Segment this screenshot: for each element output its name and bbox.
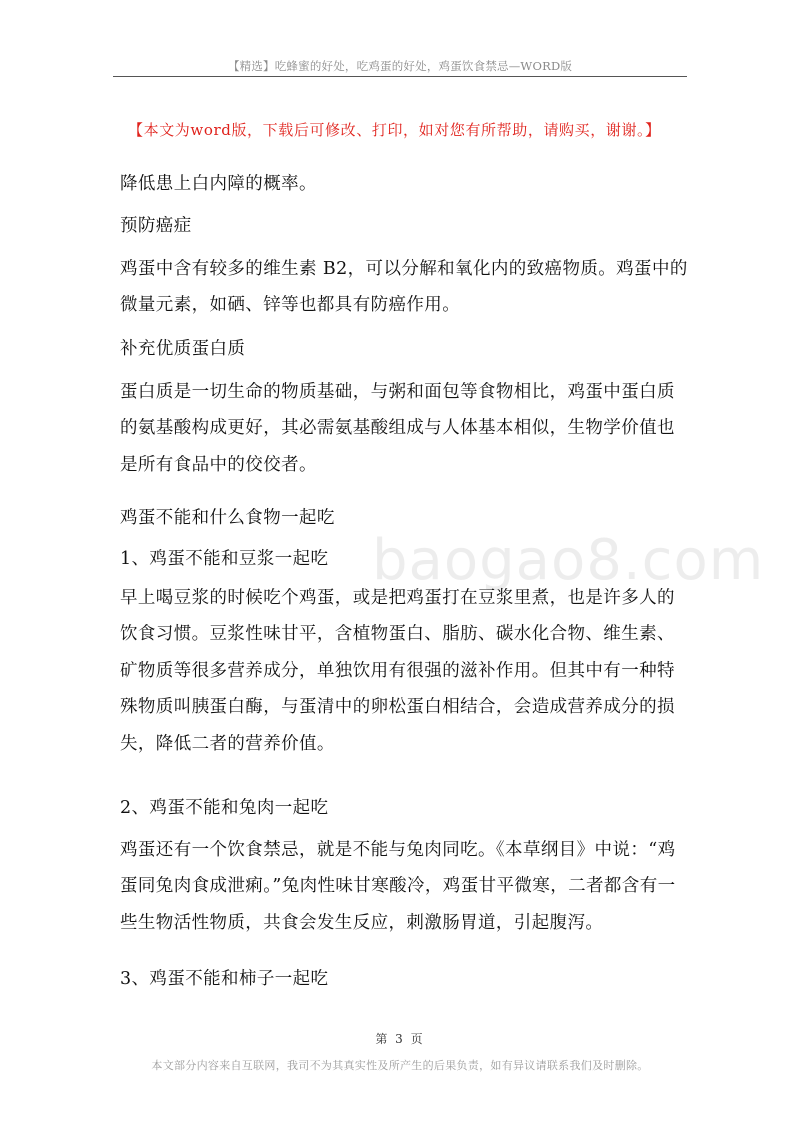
document-header: 【精选】吃蜂蜜的好处，吃鸡蛋的好处，鸡蛋饮食禁忌—WORD版 (227, 59, 573, 73)
heading-rabbit-meat: 2、鸡蛋不能和兔肉一起吃 (120, 798, 329, 818)
page-number: 第 3 页 (375, 1032, 425, 1046)
paragraph-soy-milk: 早上喝豆浆的时候吃个鸡蛋，或是把鸡蛋打在豆浆里煮，也是许多人的饮食习惯。豆浆性味甘平，含植物蛋白、脂肪、碳水化合物、维生素、矿物质等很多营养成分，单独饮用有很强的滋补作用。但其中有一种特殊物质叫胰蛋白酶，与蛋清中的卵松蛋白相结合，会造成营养成分的损失，降低二者的营养价值。 (120, 588, 675, 754)
purchase-notice: 【本文为word版，下载后可修改、打印，如对您有所帮助，请购买，谢谢。】 (128, 121, 661, 139)
paragraph-cataract: 降低患上白内障的概率。 (120, 174, 317, 194)
paragraph-protein: 蛋白质是一切生命的物质基础，与粥和面包等食物相比，鸡蛋中蛋白质的氨基酸构成更好，其必需氨基酸组成与人体基本相似，生物学价值也是所有食品中的佼佼者。 (120, 382, 675, 475)
heading-soy-milk: 1、鸡蛋不能和豆浆一起吃 (120, 549, 329, 569)
heading-prevent-cancer: 预防癌症 (120, 216, 192, 236)
paragraph-rabbit-meat: 鸡蛋还有一个饮食禁忌，就是不能与兔肉同吃。《本草纲目》中说：“鸡蛋同兔肉食成泄痢。”兔肉性味甘寒酸冷，鸡蛋甘平微寒，二者都含有一些生物活性物质，共食会发生反应，刺激肠胃道，引起腹泻。 (120, 840, 676, 933)
heading-protein: 补充优质蛋白质 (120, 339, 246, 359)
paragraph-vitamin-b2: 鸡蛋中含有较多的维生素 B2，可以分解和氧化内的致癌物质。鸡蛋中的微量元素，如硒、锌等也都具有防癌作用。 (120, 259, 688, 316)
heading-food-combinations: 鸡蛋不能和什么食物一起吃 (120, 508, 335, 528)
disclaimer-footer: 本文部分内容来自互联网，我司不为其真实性及所产生的后果负责，如有异议请联系我们及时删除。 (151, 1059, 649, 1072)
heading-persimmon: 3、鸡蛋不能和柿子一起吃 (120, 969, 329, 989)
watermark: baogao8.com (372, 528, 765, 593)
header-divider (113, 76, 687, 77)
